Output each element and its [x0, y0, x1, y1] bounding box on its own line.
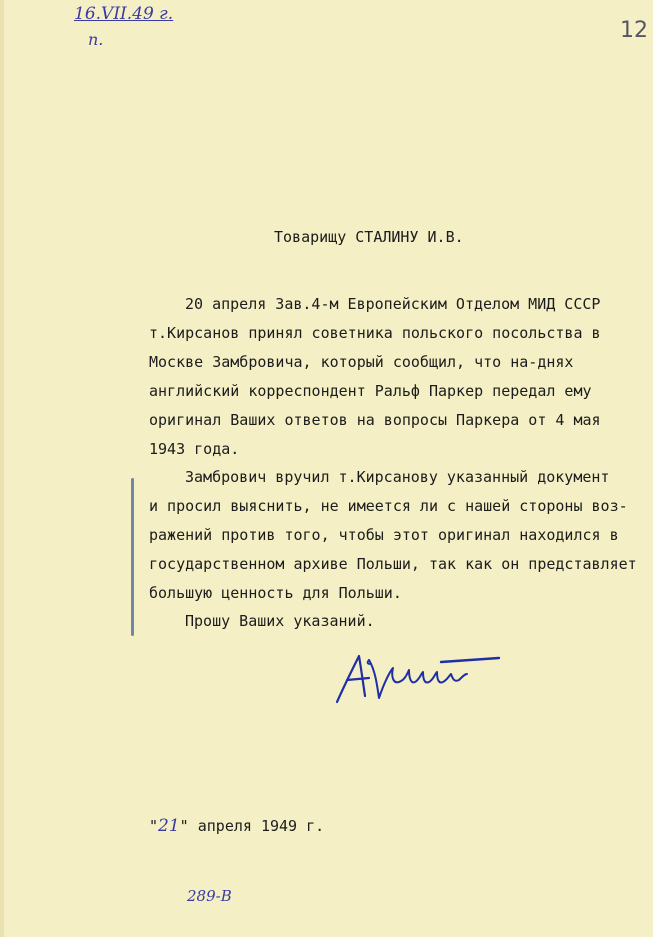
- text-line: т.Кирсанов принял советника польского посольства в: [149, 324, 601, 342]
- text-line: государственном архиве Польши, так как он представляет: [149, 555, 637, 573]
- signature: [329, 640, 504, 715]
- date-line: "21" апреля 1949 г.: [149, 816, 325, 836]
- margin-mark: [131, 478, 134, 636]
- text-line: 1943 года.: [149, 440, 240, 458]
- date-rest: апреля 1949 г.: [197, 817, 325, 835]
- text-line: Москве Замбровича, который сообщил, что на-днях: [149, 353, 574, 371]
- text-line: и просил выяснить, не имеется ли с нашей стороны воз-: [149, 497, 628, 515]
- archive-reference: 289-В: [187, 887, 232, 905]
- text-line: Замбрович вручил т.Кирсанову указанный документ: [185, 468, 610, 486]
- text-line: английский корреспондент Ральф Паркер передал ему: [149, 382, 592, 400]
- closing-line: Прошу Ваших указаний.: [185, 612, 375, 630]
- page-number: 12: [620, 18, 648, 43]
- date-day: 21: [158, 816, 180, 836]
- text-line: большую ценность для Польши.: [149, 584, 402, 602]
- addressee: Товарищу СТАЛИНУ И.В.: [274, 228, 464, 246]
- text-line: ражений против того, чтобы этот оригинал находился в: [149, 526, 619, 544]
- text-line: оригинал Ваших ответов на вопросы Паркера от 4 мая: [149, 411, 601, 429]
- handwritten-date: 16.VII.49 г.: [74, 4, 174, 24]
- handwritten-mark: п.: [88, 30, 104, 49]
- text-line: 20 апреля Зав.4-м Европейским Отделом МИД СССР: [185, 295, 601, 313]
